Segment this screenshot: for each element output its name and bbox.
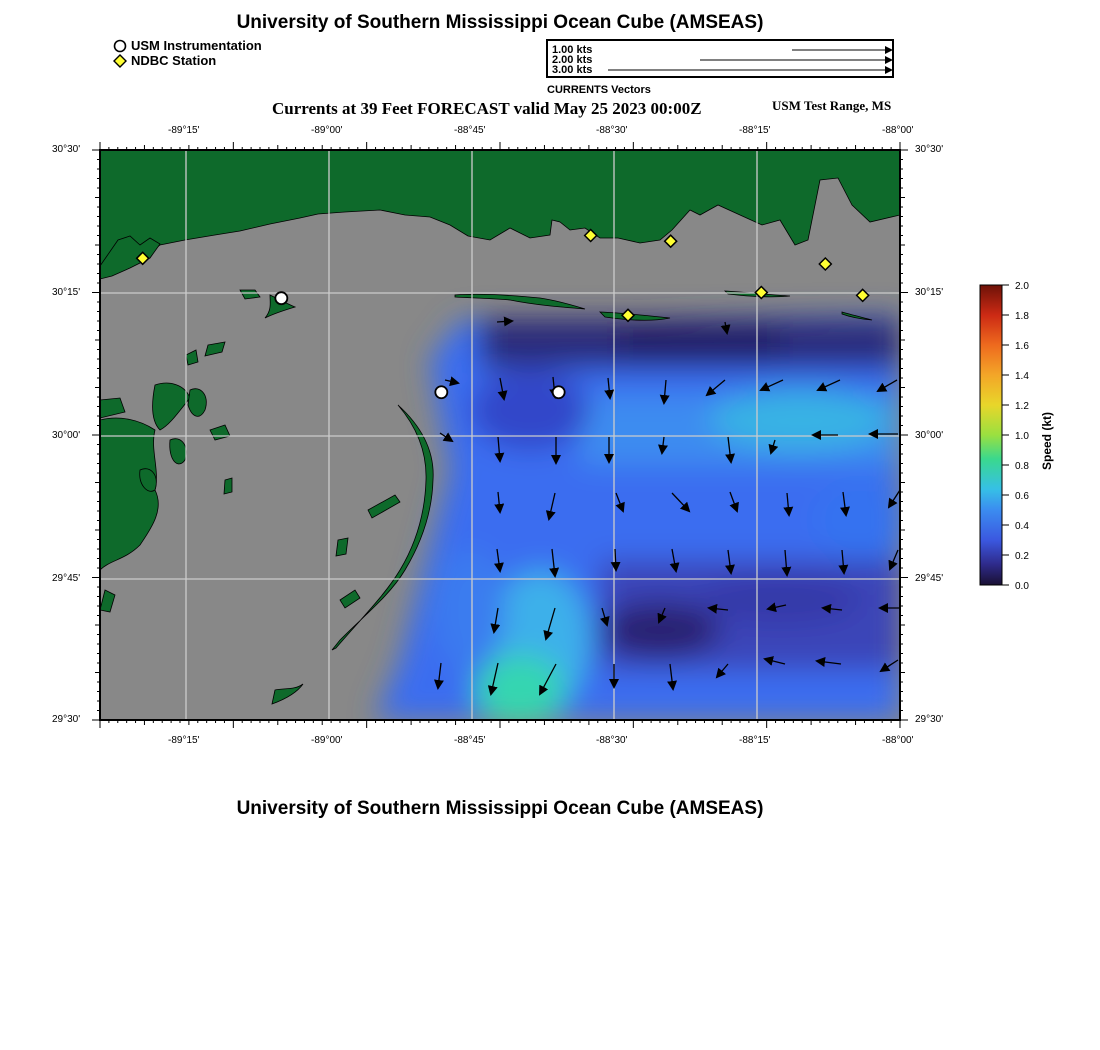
lat-label-left-3: 30°00' [52,430,81,441]
lon-label-bottom-1: -89°15' [168,735,200,746]
colorbar-tick-0-8: 0.8 [1015,461,1029,472]
vector-key-label-2: 2.00 kts [552,54,593,66]
lat-label-left-4: 29°45' [52,573,81,584]
lon-label-bottom-6: -88°00' [882,735,914,746]
lon-label-top-2: -89°00' [311,125,343,136]
legend-ndbc-label: NDBC Station [131,53,217,68]
colorbar-tick-0-2: 0.2 [1015,551,1029,562]
colorbar-title: Speed (kt) [1040,411,1054,470]
usm-instrument-marker [435,386,447,398]
lon-label-top-1: -89°15' [168,125,200,136]
colorbar-tick-0-4: 0.4 [1015,521,1029,532]
lon-label-bottom-3: -88°45' [454,735,486,746]
forecast-subtitle: Currents at 39 Feet FORECAST valid May 25 2023 00:00Z [272,99,702,118]
lat-label-left-2: 30°15' [52,287,81,298]
lat-label-left-5: 29°30' [52,714,81,725]
usm-instrument-marker [275,292,287,304]
lat-label-right-4: 29°45' [915,573,944,584]
lon-label-bottom-4: -88°30' [596,735,628,746]
lon-label-top-4: -88°30' [596,125,628,136]
colorbar-tick-1-4: 1.4 [1015,371,1029,382]
legend-usm-label: USM Instrumentation [131,38,262,53]
speed-colorbar [975,280,1015,595]
usm-instrument-marker [553,386,565,398]
current-speed-field [375,315,905,725]
vector-key-label-1: 1.00 kts [552,44,593,56]
colorbar-tick-1-8: 1.8 [1015,311,1029,322]
colorbar-tick-0-0: 0.0 [1015,581,1029,592]
lon-label-bottom-2: -89°00' [311,735,343,746]
vector-key-caption: CURRENTS Vectors [547,84,651,96]
footer-title: University of Southern Mississippi Ocean Cube (AMSEAS) [236,798,764,819]
lat-label-right-3: 30°00' [915,430,944,441]
colorbar-tick-1-2: 1.2 [1015,401,1029,412]
lat-label-right-1: 30°30' [915,144,944,155]
colorbar-tick-2-0: 2.0 [1015,281,1029,292]
lon-label-top-5: -88°15' [739,125,771,136]
lat-label-left-1: 30°30' [52,144,81,155]
region-label: USM Test Range, MS [772,98,892,113]
lon-label-top-3: -88°45' [454,125,486,136]
lat-label-right-5: 29°30' [915,714,944,725]
map-title: University of Southern Mississippi Ocean Cube (AMSEAS) [236,12,764,33]
colorbar-tick-1-6: 1.6 [1015,341,1029,352]
lat-label-right-2: 30°15' [915,287,944,298]
colorbar-tick-1-0: 1.0 [1015,431,1029,442]
lon-label-top-6: -88°00' [882,125,914,136]
vector-key-label-3: 3.00 kts [552,64,593,76]
lon-label-bottom-5: -88°15' [739,735,771,746]
colorbar-tick-0-6: 0.6 [1015,491,1029,502]
